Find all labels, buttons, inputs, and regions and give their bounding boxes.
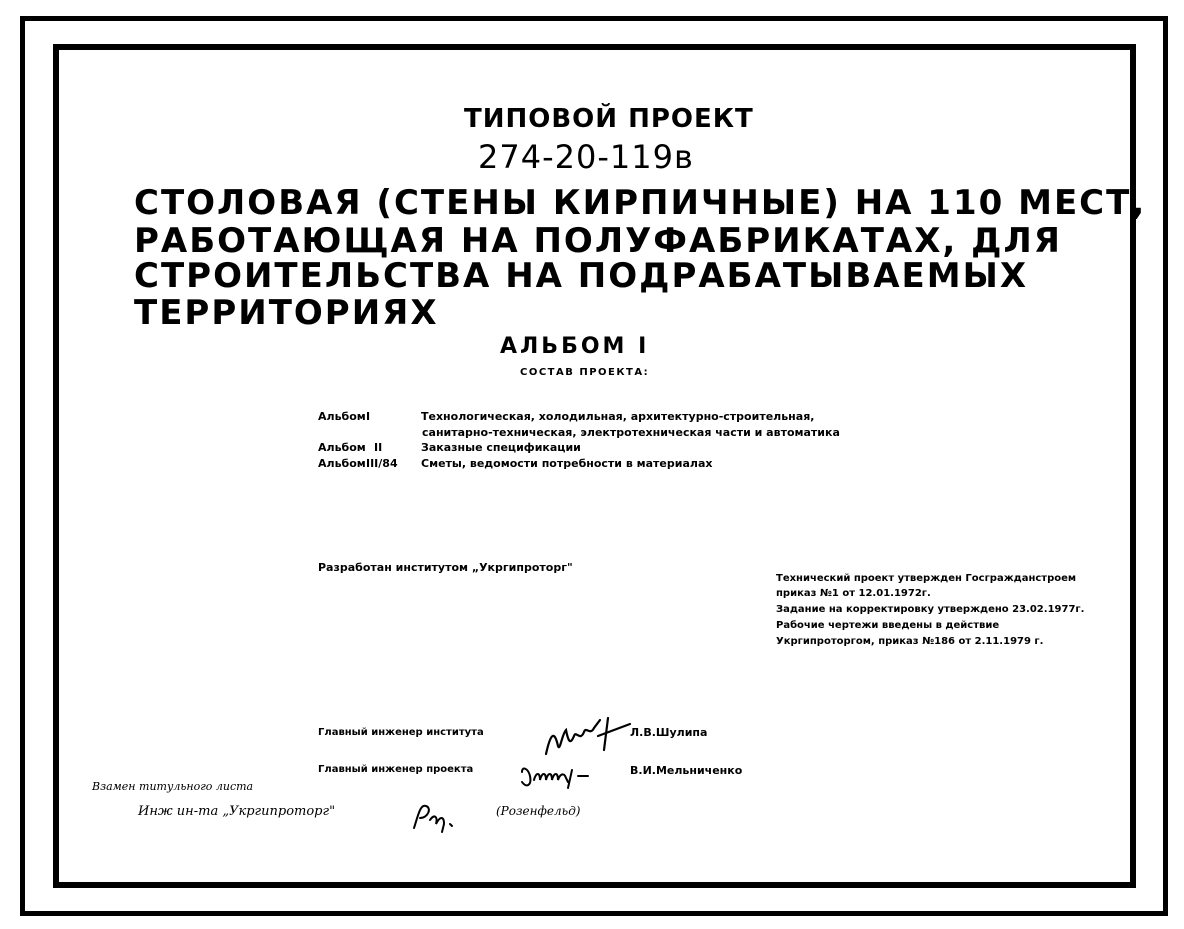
title-line-1: СТОЛОВАЯ (СТЕНЫ КИРПИЧНЫЕ) НА 110 МЕСТ, <box>134 183 1147 223</box>
title-line-2: РАБОТАЮЩАЯ НА ПОЛУФАБРИКАТАХ, ДЛЯ <box>134 221 1062 261</box>
signature-chief-engineer-project <box>518 758 598 792</box>
title-line-3: СТРОИТЕЛЬСТВА НА ПОДРАБАТЫВАЕМЫХ <box>134 256 1029 296</box>
album-row-number: I <box>366 410 371 423</box>
album-row-label: Альбом <box>318 441 366 454</box>
chief-engineer-institute-name: Л.В.Шулипа <box>630 726 708 739</box>
replacement-engineer: Инж ин-та „Укргипроторг" <box>138 804 336 819</box>
approval-line: Укргипроторгом, приказ №186 от 2.11.1979 г. <box>776 636 1044 647</box>
project-type-label: ТИПОВОЙ ПРОЕКТ <box>464 104 754 134</box>
album-row-description: Сметы, ведомости потребности в материалах <box>421 457 713 470</box>
album-row-number: III/84 <box>366 457 398 470</box>
album-heading: АЛЬБОМ I <box>500 334 650 359</box>
project-number: 274-20-119в <box>478 138 694 176</box>
album-row-label: Альбом <box>318 410 366 423</box>
album-row-number: II <box>374 441 383 454</box>
approval-line: Задание на корректировку утверждено 23.02.1977г. <box>776 604 1085 615</box>
chief-engineer-institute-label: Главный инженер института <box>318 727 484 738</box>
title-line-4: ТЕРРИТОРИЯХ <box>134 293 439 333</box>
composition-heading: СОСТАВ ПРОЕКТА: <box>520 367 650 378</box>
approval-line: Технический проект утвержден Госгражданстроем <box>776 573 1077 584</box>
album-row-description: Технологическая, холодильная, архитектурно-строительная, <box>421 410 815 423</box>
album-row-description: Заказные спецификации <box>421 441 581 454</box>
signature-chief-engineer-institute <box>540 716 640 760</box>
approval-line: Рабочие чертежи введены в действие <box>776 620 1000 631</box>
album-row-1-continuation: санитарно-техническая, электротехническая части и автоматика <box>422 426 840 439</box>
album-row-label: Альбом <box>318 457 366 470</box>
replacement-note: Взамен титульного листа <box>92 780 254 793</box>
chief-engineer-project-label: Главный инженер проекта <box>318 764 474 775</box>
developed-by: Разработан институтом „Укргипроторг" <box>318 561 573 574</box>
approval-line: приказ №1 от 12.01.1972г. <box>776 588 931 599</box>
replacement-engineer-name: (Розенфельд) <box>496 804 581 818</box>
chief-engineer-project-name: В.И.Мельниченко <box>630 764 743 777</box>
signature-replacement-engineer <box>408 798 468 834</box>
